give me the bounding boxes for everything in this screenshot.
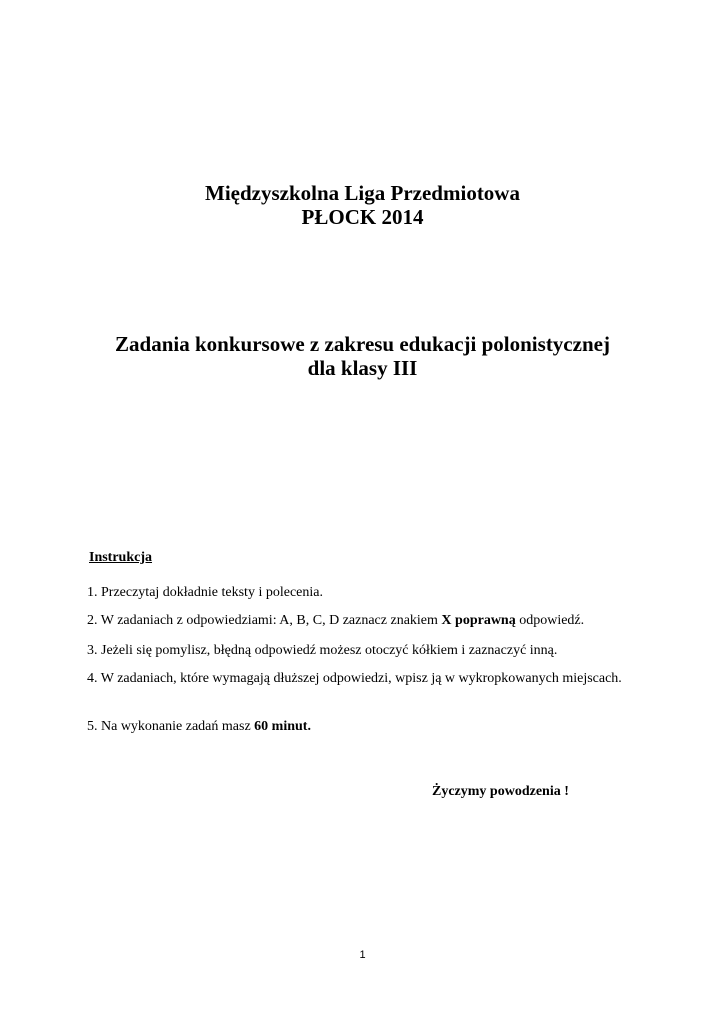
instruction-item-5-text: 5. Na wykonanie zadań masz [87,719,255,734]
instruction-item-2-text-start: 2. W zadaniach z odpowiedziami: A, B, C, D zaznacz znakiem [87,613,442,628]
competition-header [0,181,725,229]
closing-wish: Życzymy powodzenia ! [432,784,569,799]
instructions-heading: Instrukcja [89,550,153,565]
instruction-item-2-text-end: odpowiedź. [515,613,585,628]
instruction-item-2-emphasis: X poprawną [441,613,516,628]
instruction-item-5-time: 60 minut. [254,719,311,734]
instruction-item-2 [87,613,627,629]
instruction-item-5 [87,719,627,735]
subtitle-line-2: dla klasy III [307,356,418,380]
competition-location-year: PŁOCK 2014 [301,205,424,229]
instruction-item-1: 1. Przeczytaj dokładnie teksty i polecenia. [87,585,323,600]
competition-name: Międzyszkolna Liga Przedmiotowa [205,181,520,205]
page-number: 1 [359,949,366,961]
instruction-item-3: 3. Jeżeli się pomylisz, błędną odpowiedź możesz otoczyć kółkiem i zaznaczyć inną. [87,643,558,658]
document-subtitle [0,332,725,380]
subtitle-line-1: Zadania konkursowe z zakresu edukacji polonistycznej [115,332,610,356]
instruction-item-4: 4. W zadaniach, które wymagają dłuższej odpowiedzi, wpisz ją w wykropkowanych miejscach. [87,671,622,686]
